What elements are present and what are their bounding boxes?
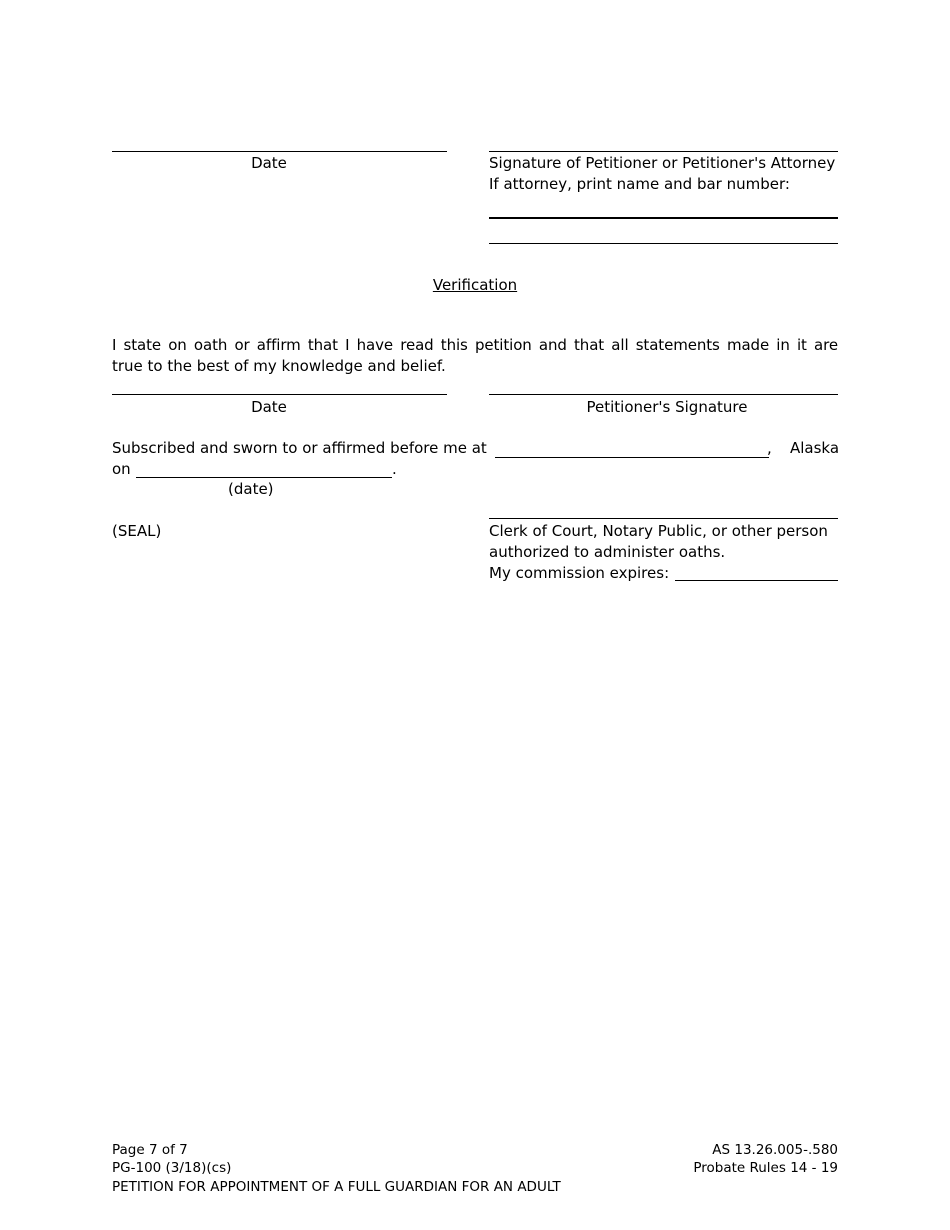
seal-label: (SEAL) — [112, 522, 162, 540]
footer-rules: Probate Rules 14 - 19 — [693, 1160, 838, 1176]
date-line[interactable] — [112, 151, 447, 152]
clerk-signature-line[interactable] — [489, 518, 838, 519]
sworn-state: Alaska — [790, 439, 840, 457]
verification-statement-line1: I state on oath or affirm that I have read this petition and that all statements made in it are — [112, 336, 838, 354]
petitioner-signature-verification-line[interactable] — [489, 394, 838, 395]
attorney-note: If attorney, print name and bar number: — [489, 175, 790, 193]
footer-page-number: Page 7 of 7 — [112, 1142, 188, 1158]
sworn-prefix: Subscribed and sworn to or affirmed before me at — [112, 439, 487, 457]
signature-label: Signature of Petitioner or Petitioner's Attorney — [489, 154, 836, 172]
sworn-period: . — [392, 460, 397, 478]
commission-label: My commission expires: — [489, 564, 670, 582]
petitioner-signature-label: Petitioner's Signature — [586, 398, 748, 416]
verification-statement-line2: true to the best of my knowledge and belief. — [112, 357, 446, 375]
verification-heading: Verification — [432, 276, 518, 294]
attorney-bar-number-line[interactable] — [489, 243, 838, 244]
verification-date-label: Date — [251, 398, 287, 416]
commission-expiry-line[interactable] — [675, 580, 838, 581]
sworn-comma: , — [767, 439, 772, 457]
clerk-line1: Clerk of Court, Notary Public, or other person — [489, 522, 828, 540]
verification-date-line[interactable] — [112, 394, 447, 395]
sworn-date-hint: (date) — [228, 480, 274, 498]
footer-form-code: PG-100 (3/18)(cs) — [112, 1160, 232, 1176]
footer-form-title: PETITION FOR APPOINTMENT OF A FULL GUARDIAN FOR AN ADULT — [112, 1179, 561, 1195]
sworn-on-label: on — [112, 460, 131, 478]
clerk-line2: authorized to administer oaths. — [489, 543, 726, 561]
date-label: Date — [251, 154, 287, 172]
petitioner-signature-line[interactable] — [489, 151, 838, 152]
sworn-location-line[interactable] — [495, 457, 769, 458]
footer-statute: AS 13.26.005-.580 — [712, 1142, 838, 1158]
attorney-name-line[interactable] — [489, 217, 838, 219]
sworn-date-line[interactable] — [136, 477, 392, 478]
